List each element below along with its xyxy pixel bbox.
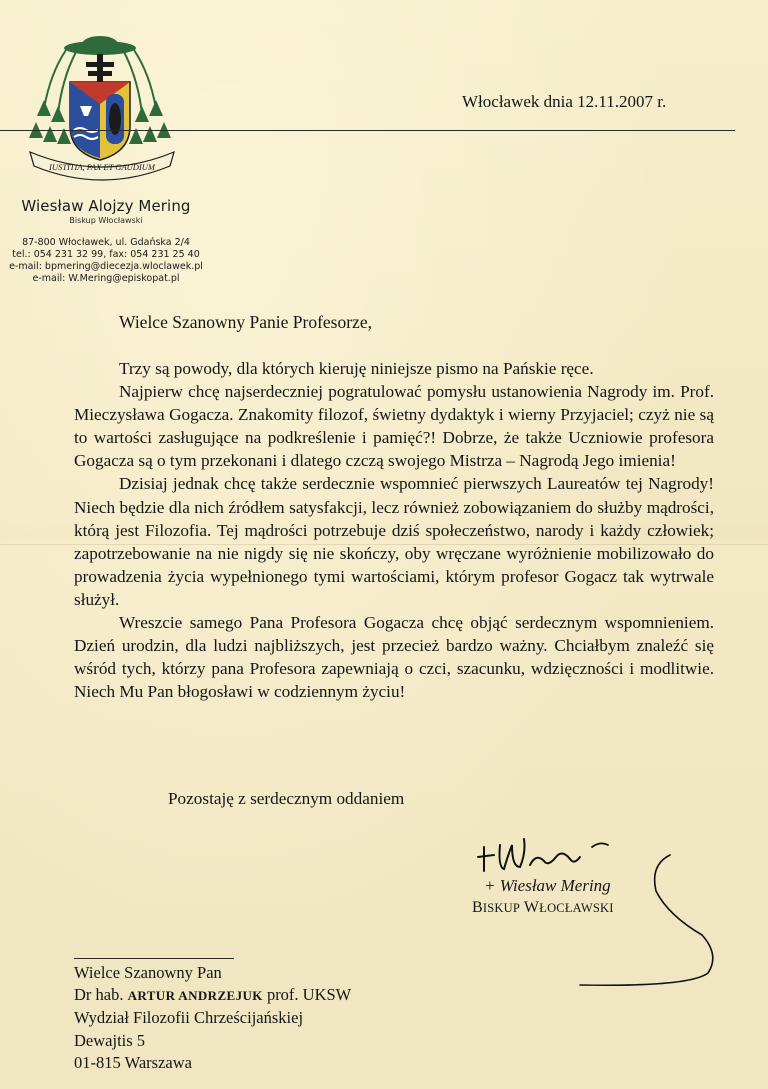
- email-line: e-mail: bpmering@diecezja.wloclawek.pl: [9, 261, 203, 272]
- title-word: ŁOCŁAWSKI: [539, 901, 614, 915]
- recipient-line: Wielce Szanowny Pan: [74, 963, 222, 982]
- sender-name: Wiesław Alojzy Mering: [21, 197, 191, 215]
- recipient-block: [74, 962, 351, 1074]
- title-initial: W: [523, 899, 540, 916]
- recipient-position: prof. UKSW: [266, 985, 352, 1005]
- paragraph: Dzisiaj jednak chcę także serdecznie wspomnieć pierwszych Laureatów tej Nagrody! Niech będzie dla nich źródłem satysfakcji, lecz również zobowiązaniem do służby mądrości, którą jest Filozofia. Tej mądrości potrzebuje dziś społeczeństwo, narody i każdy człowiek; zapotrzebowanie na nie nigdy się nie skończy, oby wręczane wyróżnienie mobilizowało do prowadzenia życia wypełnionego tymi wartościami, którym profesor Gogacz tak wytrwale służył.: [74, 474, 714, 609]
- paragraph: Trzy są powody, dla których kieruję niniejsze pismo na Pańskie ręce.: [119, 359, 594, 378]
- paragraph: Wreszcie samego Pana Profesora Gogacza chcę objąć serdecznym wspomnieniem. Dzień urodzin, dla ludzi najbliższych, jest przecież bardzo ważny. Chciałbym znaleźć się wśród tych, którzy pana Profesora zapewniają o czci, szacunku, wdzięczności i modlitwie. Niech Mu Pan błogosławi w codziennym życiu!: [74, 613, 714, 702]
- phone-line: tel.: 054 231 32 99, fax: 054 231 25 40: [12, 249, 200, 260]
- header-divider: [0, 130, 735, 131]
- coat-motto: IUSTITIA, PAX ET GAUDIUM: [49, 162, 155, 172]
- sender-block: [0, 197, 212, 225]
- recipient-line: Wydział Filozofii Chrześcijańskiej: [74, 1008, 304, 1028]
- recipient-degree: Dr hab.: [74, 985, 124, 1005]
- title-word: ISKUP: [482, 901, 520, 915]
- email-line: e-mail: W.Mering@episkopat.pl: [32, 273, 180, 284]
- salutation: Wielce Szanowny Panie Profesorze,: [119, 312, 372, 332]
- closing: Pozostaję z serdecznym oddaniem: [168, 789, 405, 808]
- signature-name: + Wiesław Mering: [484, 876, 611, 895]
- sender-title: Biskup Włocławski: [69, 216, 143, 225]
- sender-address: [0, 237, 212, 285]
- title-initial: B: [472, 899, 483, 916]
- recipient-line: Dewajtis 5: [74, 1030, 146, 1050]
- letter-date: Włocławek dnia 12.11.2007 r.: [462, 92, 667, 111]
- signature-title: [472, 899, 614, 917]
- recipient-line: [74, 984, 351, 1007]
- recipient-divider: [74, 958, 234, 959]
- recipient-line: 01-815 Warszawa: [74, 1052, 192, 1072]
- recipient-name: ARTUR ANDRZEJUK: [127, 988, 263, 1004]
- paragraph: Najpierw chcę najserdeczniej pogratulować pomysłu ustanowienia Nagrody im. Prof. Mieczysława Gogacza. Znakomity filozof, świetny dydaktyk i wierny Przyjaciel; czyż nie są to wartości zasługujące na podkreślenie i pamięć?! Dobrze, że także Uczniowie profesora Gogacza są o tym przekonani i dlatego czczą swojego Mistrza – Nagrodą Jego imienia!: [74, 382, 714, 471]
- address-line: 87-800 Włocławek, ul. Gdańska 2/4: [22, 237, 190, 248]
- coat-of-arms-icon: [22, 34, 182, 184]
- letter-body: [74, 357, 714, 703]
